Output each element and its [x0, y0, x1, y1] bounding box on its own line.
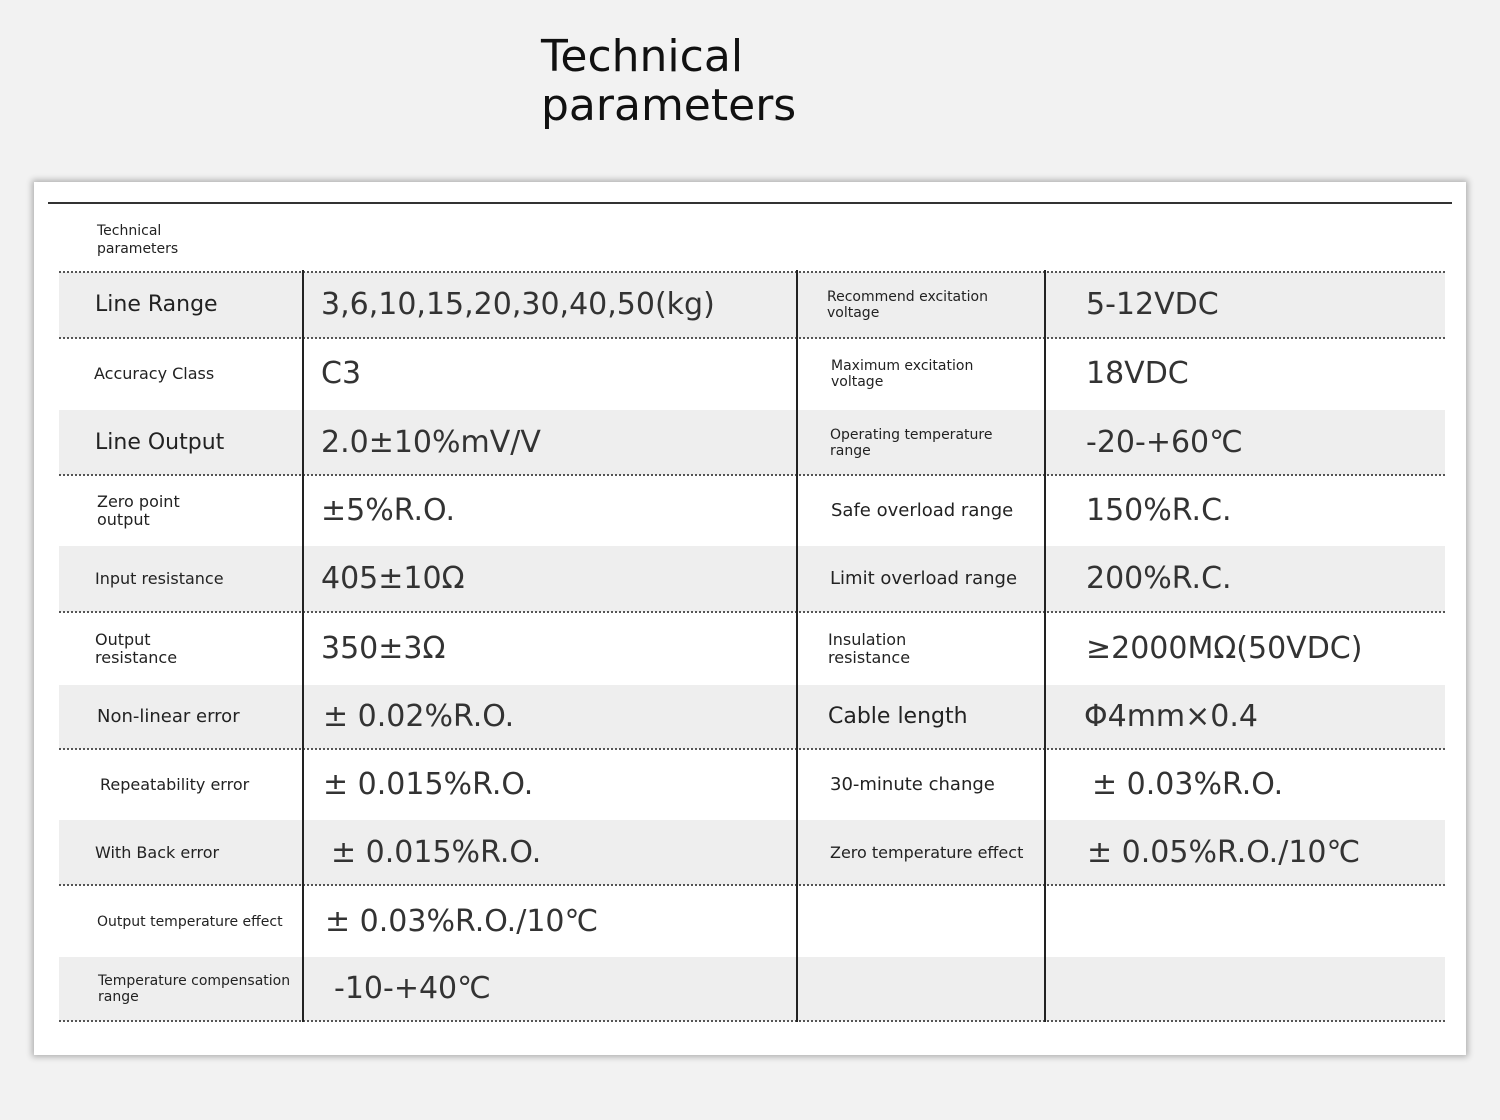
- row-value: 405±10Ω: [321, 561, 465, 596]
- table-row-input-resistance: [59, 546, 1445, 612]
- row-value: ± 0.03%R.O.: [1092, 767, 1284, 802]
- row-value: ± 0.02%R.O.: [323, 699, 515, 734]
- table-row-output-resistance: [59, 614, 1445, 684]
- row-label: Line Output: [95, 429, 225, 455]
- row-label: Zero temperature effect: [830, 842, 1024, 862]
- row-value: ± 0.05%R.O./10℃: [1087, 834, 1361, 870]
- row-value: C3: [321, 356, 362, 391]
- column-divider: [796, 270, 798, 1022]
- table-row-output-temperature-effect: [59, 887, 1445, 956]
- top-divider: [48, 202, 1452, 204]
- row-value: ± 0.03%R.O./10℃: [325, 903, 599, 939]
- row-label: Operating temperature range: [830, 426, 993, 459]
- row-label: Non-linear error: [97, 706, 240, 727]
- row-value: ± 0.015%R.O.: [331, 834, 542, 870]
- row-label: Insulation resistance: [828, 630, 911, 667]
- row-value: -10-+40℃: [334, 971, 491, 1006]
- row-value: 350±3Ω: [321, 631, 446, 666]
- row-value: ±5%R.O.: [321, 493, 455, 528]
- column-divider: [1044, 270, 1046, 1022]
- table-row-zero-point-output: [59, 477, 1445, 545]
- row-label: Limit overload range: [830, 568, 1018, 589]
- row-label: Input resistance: [95, 569, 224, 588]
- row-label: 30-minute change: [830, 774, 995, 795]
- row-value: 3,6,10,15,20,30,40,50(kg): [321, 287, 715, 322]
- row-label: Safe overload range: [831, 500, 1014, 521]
- row-label: Zero point output: [97, 492, 180, 529]
- row-value: 200%R.C.: [1086, 561, 1232, 596]
- row-value: ± 0.015%R.O.: [323, 767, 534, 802]
- table-row-temperature-compensation-range: [59, 957, 1445, 1021]
- table-row-accuracy-class: [59, 339, 1445, 409]
- table-row-repeatability-error: [59, 751, 1445, 819]
- row-label: Temperature compensation range: [98, 973, 291, 1005]
- row-label: Maximum excitation voltage: [831, 358, 974, 390]
- row-value: 2.0±10%mV/V: [321, 424, 541, 460]
- row-label: Accuracy Class: [94, 364, 215, 383]
- table-row-non-linear-error: [59, 685, 1445, 749]
- row-label: Line Range: [95, 292, 218, 317]
- row-value: Φ4mm×0.4: [1084, 699, 1258, 734]
- row-label: Repeatability error: [100, 775, 250, 794]
- row-label: Output resistance: [95, 630, 178, 667]
- row-label: Recommend excitation voltage: [827, 289, 988, 321]
- table-row-with-back-error: [59, 820, 1445, 885]
- row-value: ≥2000MΩ(50VDC): [1086, 631, 1363, 666]
- row-value: -20-+60℃: [1086, 424, 1243, 460]
- row-label: Cable length: [828, 704, 968, 729]
- row-value: 150%R.C.: [1086, 493, 1232, 528]
- row-label: With Back error: [95, 842, 220, 862]
- table-row-line-output: [59, 410, 1445, 475]
- parameters-card: [34, 182, 1466, 1055]
- column-divider: [302, 270, 304, 1022]
- page-title: Technical parameters: [541, 31, 797, 131]
- row-label: Output temperature effect: [97, 913, 283, 930]
- table-row-line-range: [59, 272, 1445, 338]
- row-value: 5-12VDC: [1086, 287, 1219, 322]
- row-value: 18VDC: [1086, 356, 1189, 391]
- table-caption: Technical parameters: [97, 223, 179, 257]
